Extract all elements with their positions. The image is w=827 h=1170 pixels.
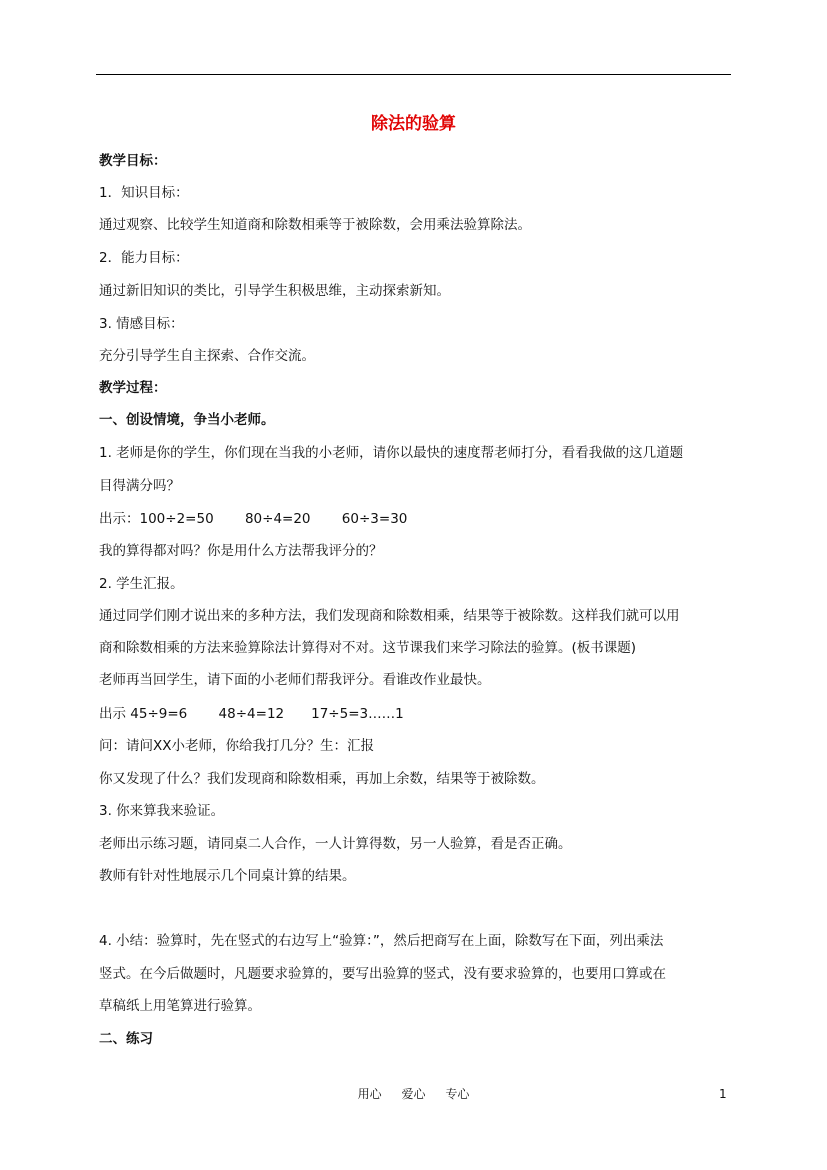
paragraph: 草稿纸上用笔算进行验算。	[99, 998, 261, 1014]
paragraph: 通过同学们刚才说出来的多种方法，我们发现商和除数相乘，结果等于被除数。这样我们就可以用	[99, 608, 680, 624]
document-title: 除法的验算	[371, 114, 456, 134]
paragraph: 我的算得都对吗？你是用什么方法帮我评分的？	[99, 543, 383, 559]
section-heading-goals: 教学目标：	[99, 153, 167, 169]
paragraph: 通过观察、比较学生知道商和除数相乘等于被除数，会用乘法验算除法。	[99, 217, 531, 233]
header-rule	[96, 74, 731, 75]
footer-word: 用心	[357, 1087, 382, 1101]
paragraph: 竖式。在今后做题时，凡题要求验算的，要写出验算的竖式，没有要求验算的，也要用口算或在	[99, 966, 666, 982]
page-number: 1	[719, 1087, 727, 1101]
paragraph: 出示：100÷2=50 80÷4=20 60÷3=30	[99, 511, 408, 527]
paragraph: 老师出示练习题，请同桌二人合作，一人计算得数，另一人验算，看是否正确。	[99, 836, 572, 852]
paragraph: 你又发现了什么？我们发现商和除数相乘，再加上余数，结果等于被除数。	[99, 771, 545, 787]
section-heading-2: 二、练习	[99, 1031, 153, 1047]
section-heading-1: 一、创设情境，争当小老师。	[99, 412, 275, 428]
paragraph: 2. 学生汇报。	[99, 576, 184, 592]
paragraph: 老师再当回学生，请下面的小老师们帮我评分。看谁改作业最快。	[99, 672, 491, 688]
paragraph: 3. 你来算我来验证。	[99, 803, 225, 819]
paragraph: 教师有针对性地展示几个同桌计算的结果。	[99, 868, 356, 884]
paragraph: 2．能力目标：	[99, 250, 189, 266]
paragraph: 1．知识目标：	[99, 185, 189, 201]
paragraph: 通过新旧知识的类比，引导学生积极思维，主动探索新知。	[99, 283, 450, 299]
paragraph: 4. 小结：验算时，先在竖式的右边写上“验算：”，然后把商写在上面，除数写在下面，列出乘法	[99, 933, 664, 949]
paragraph: 1. 老师是你的学生，你们现在当我的小老师，请你以最快的速度帮老师打分，看看我做的这几道题	[99, 445, 684, 461]
paragraph: 充分引导学生自主探索、合作交流。	[99, 348, 315, 364]
page-footer	[0, 1086, 827, 1102]
paragraph: 商和除数相乘的方法来验算除法计算得对不对。这节课我们来学习除法的验算。(板书课题)	[99, 640, 637, 656]
footer-word: 爱心	[401, 1087, 426, 1101]
paragraph: 目得满分吗？	[99, 478, 180, 494]
paragraph: 3. 情感目标：	[99, 316, 184, 332]
section-heading-process: 教学过程：	[99, 380, 167, 396]
paragraph: 出示 45÷9=6 48÷4=12 17÷5=3……1	[99, 706, 404, 722]
footer-word: 专心	[445, 1087, 470, 1101]
paragraph: 问：请问XX小老师，你给我打几分？生：汇报	[99, 738, 374, 754]
